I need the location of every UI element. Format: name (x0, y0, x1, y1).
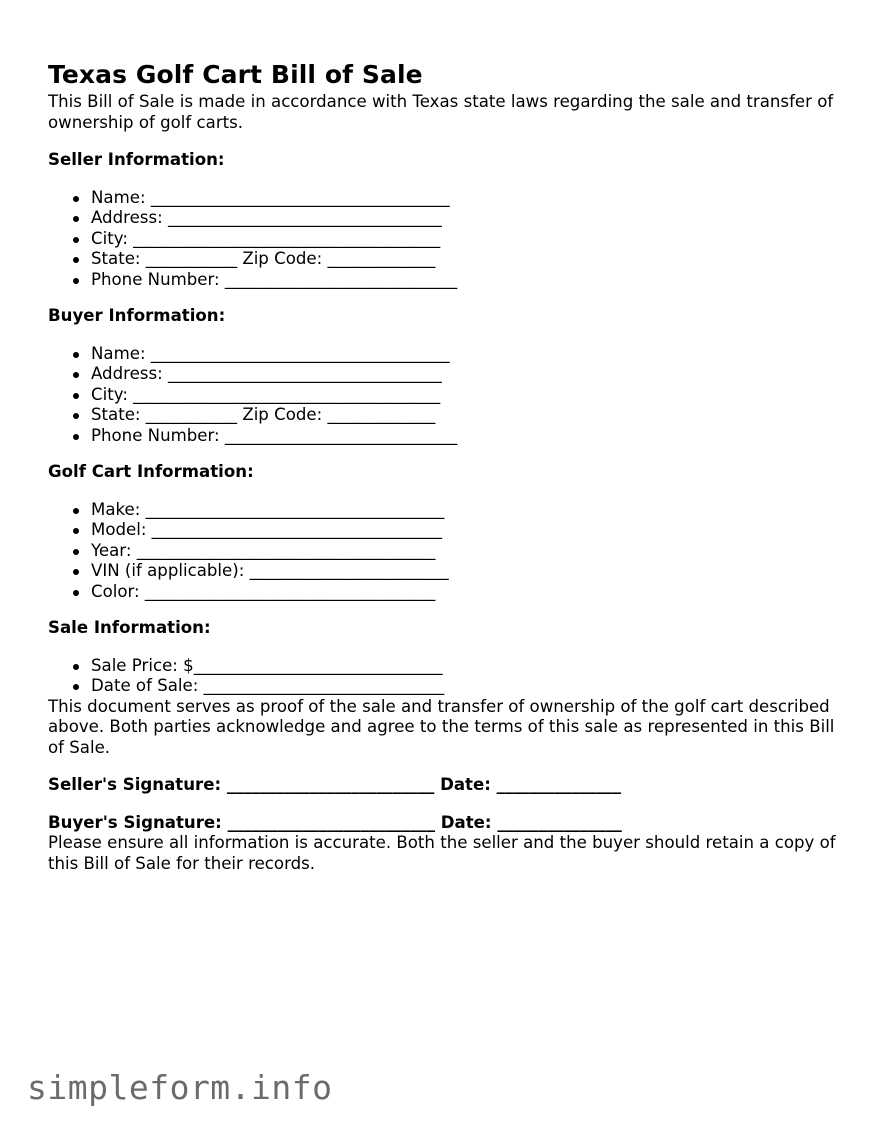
buyer-phone-field: Phone Number: ____________________________ (91, 426, 838, 447)
cart-make-field: Make: ____________________________________ (91, 500, 838, 521)
buyer-signature-line: Buyer's Signature: _________________________ Date: _______________ (48, 812, 622, 832)
watermark: simpleform.info (27, 1068, 333, 1107)
seller-section-heading: Seller Information: (48, 150, 225, 169)
buyer-state-zip-field: State: ___________ Zip Code: _____________ (91, 405, 838, 426)
final-note: Please ensure all information is accurate. Both the seller and the buyer should retain a copy of this Bill of Sale for their records. (48, 833, 836, 873)
golf-cart-section-heading: Golf Cart Information: (48, 462, 254, 481)
closing-paragraph: This document serves as proof of the sale and transfer of ownership of the golf cart described above. Both parties acknowledge and agree to the terms of this sale as represented in this Bill of Sale. (48, 696, 835, 757)
seller-field-list (48, 188, 838, 291)
page-title: Texas Golf Cart Bill of Sale (48, 60, 423, 89)
sale-date-field: Date of Sale: _____________________________ (91, 676, 838, 697)
cart-color-field: Color: ___________________________________ (91, 582, 838, 603)
buyer-address-field: Address: _________________________________ (91, 364, 838, 385)
seller-state-zip-field: State: ___________ Zip Code: _____________ (91, 249, 838, 270)
intro-paragraph: This Bill of Sale is made in accordance with Texas state laws regarding the sale and transfer of ownership of golf carts. (48, 92, 834, 132)
cart-vin-field: VIN (if applicable): ________________________ (91, 561, 838, 582)
seller-name-field: Name: ____________________________________ (91, 188, 838, 209)
buyer-field-list (48, 344, 838, 447)
golf-cart-field-list (48, 500, 838, 603)
document-page (48, 58, 838, 874)
cart-model-field: Model: ___________________________________ (91, 520, 838, 541)
buyer-city-field: City: _____________________________________ (91, 385, 838, 406)
seller-signature-line: Seller's Signature: _________________________ Date: _______________ (48, 775, 622, 794)
buyer-name-field: Name: ____________________________________ (91, 344, 838, 365)
cart-year-field: Year: ____________________________________ (91, 541, 838, 562)
sale-price-field: Sale Price: $______________________________ (91, 656, 838, 677)
buyer-section-heading: Buyer Information: (48, 306, 226, 325)
sale-field-list (48, 656, 838, 697)
seller-phone-field: Phone Number: ____________________________ (91, 270, 838, 291)
sale-section-heading: Sale Information: (48, 618, 211, 637)
seller-address-field: Address: _________________________________ (91, 208, 838, 229)
seller-city-field: City: _____________________________________ (91, 229, 838, 250)
